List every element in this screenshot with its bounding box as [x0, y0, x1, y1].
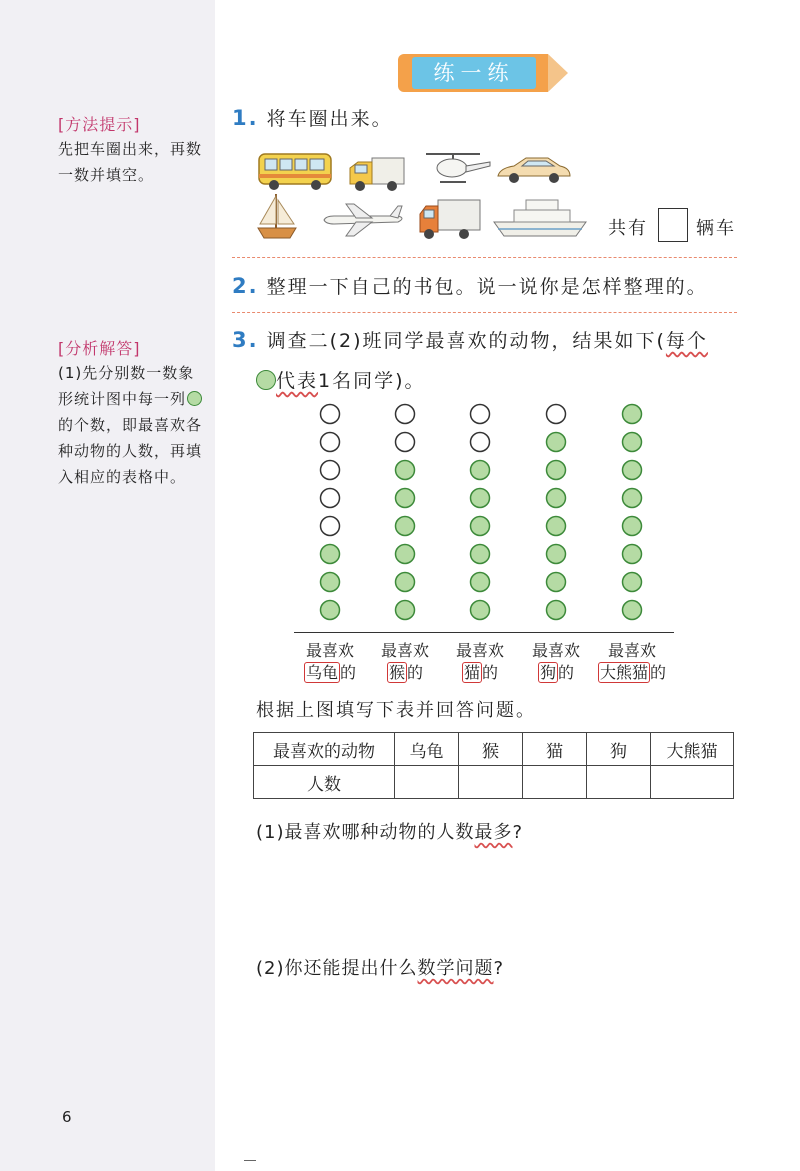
analysis-text-b: 的个数，即最喜欢各种动物的人数，再填入相应的表格中。: [58, 416, 203, 486]
filled-circle: [396, 545, 415, 564]
category-prefix: 最喜欢: [607, 641, 656, 660]
category-label: [290, 640, 370, 684]
table-header-cell: 大熊猫: [651, 733, 734, 766]
category-label: [440, 640, 520, 684]
divider: [244, 1160, 256, 1161]
category-name-line: [290, 662, 370, 684]
method-hint-heading: [方法提示]: [58, 115, 141, 134]
question-3: [232, 326, 708, 353]
filled-circle: [321, 601, 340, 620]
practice-banner: [398, 54, 570, 92]
helicopter-icon[interactable]: [418, 148, 494, 188]
filled-circle: [623, 405, 642, 424]
filled-circle: [623, 601, 642, 620]
category-name: 狗: [539, 663, 556, 682]
question-1: [232, 104, 393, 131]
category-name-line: [592, 662, 672, 684]
question-2-text: 整理一下自己的书包。说一说你是怎样整理的。: [266, 276, 708, 298]
category-suffix: 的: [340, 663, 357, 682]
answer-cell[interactable]: [395, 766, 459, 799]
filled-circle: [471, 461, 490, 480]
legend-line: [256, 366, 426, 393]
vehicle-count-input[interactable]: [658, 208, 688, 242]
analysis-text: [58, 360, 208, 490]
green-circle-icon: [256, 370, 276, 390]
filled-circle: [471, 545, 490, 564]
category-label: [365, 640, 445, 684]
sub-question-2-text: (2)你还能提出什么: [256, 958, 418, 979]
sub-question-2-mark: ?: [493, 958, 505, 979]
car-icon[interactable]: [494, 152, 574, 186]
filled-circle: [471, 489, 490, 508]
ship-icon[interactable]: [490, 194, 590, 242]
count-unit: 辆车: [696, 218, 736, 239]
filled-circle: [547, 517, 566, 536]
filled-circle: [471, 573, 490, 592]
filled-circle: [623, 461, 642, 480]
category-name: 猴: [388, 663, 405, 682]
table-instruction: 根据上图填写下表并回答问题。: [256, 700, 536, 721]
empty-circle: [471, 405, 490, 424]
filled-circle: [396, 601, 415, 620]
category-suffix: 的: [482, 663, 499, 682]
filled-circle: [321, 545, 340, 564]
filled-circle: [547, 489, 566, 508]
airplane-icon[interactable]: [318, 200, 408, 240]
empty-circle: [321, 461, 340, 480]
legend-text: 1名同学)。: [318, 370, 426, 392]
filled-circle: [321, 573, 340, 592]
table-header-cell: 猴: [459, 733, 523, 766]
filled-circle: [547, 461, 566, 480]
category-name-line: [365, 662, 445, 684]
empty-circle: [321, 517, 340, 536]
category-prefix: 最喜欢: [380, 641, 429, 660]
answer-cell[interactable]: [459, 766, 523, 799]
category-suffix: 的: [558, 663, 575, 682]
filled-circle: [547, 573, 566, 592]
filled-circle: [547, 601, 566, 620]
chart-axis: [294, 632, 674, 633]
sub-question-1-mark: ?: [512, 822, 524, 843]
divider: [232, 312, 737, 313]
sub-question-1: [256, 818, 523, 844]
lorry-icon[interactable]: [416, 196, 484, 242]
filled-circle: [396, 517, 415, 536]
empty-circle: [547, 405, 566, 424]
sub-question-2: [256, 954, 504, 980]
empty-circle: [321, 405, 340, 424]
filled-circle: [623, 489, 642, 508]
category-label: [516, 640, 596, 684]
category-name: 乌龟: [305, 663, 338, 682]
table-header-cell: 乌龟: [395, 733, 459, 766]
filled-circle: [396, 461, 415, 480]
question-1-text: 将车圈出来。: [266, 108, 393, 130]
category-name-line: [516, 662, 596, 684]
truck-icon[interactable]: [346, 154, 408, 194]
filled-circle: [623, 545, 642, 564]
empty-circle: [396, 433, 415, 452]
table-header-cell: 狗: [587, 733, 651, 766]
filled-circle: [623, 573, 642, 592]
category-name-line: [440, 662, 520, 684]
filled-circle: [547, 545, 566, 564]
sub-question-2-emphasis: 数学问题: [417, 958, 494, 979]
count-label: 共有: [608, 218, 648, 239]
question-2: [232, 272, 708, 299]
analysis-text-a: (1)先分别数一数象形统计图中每一列: [58, 364, 195, 408]
table-header-cell: 猫: [523, 733, 587, 766]
filled-circle: [623, 517, 642, 536]
table-row: [254, 766, 734, 799]
empty-circle: [321, 489, 340, 508]
category-prefix: 最喜欢: [305, 641, 354, 660]
answer-cell[interactable]: [523, 766, 587, 799]
legend-emphasis: 代表: [276, 370, 319, 392]
category-suffix: 的: [407, 663, 424, 682]
divider: [232, 257, 737, 258]
question-2-number: 2.: [232, 274, 259, 298]
empty-circle: [321, 433, 340, 452]
category-suffix: 的: [650, 663, 667, 682]
filled-circle: [396, 573, 415, 592]
category-name: 大熊猫: [599, 663, 648, 682]
sub-question-1-emphasis: 最多: [474, 822, 513, 843]
answer-cell[interactable]: [587, 766, 651, 799]
filled-circle: [471, 601, 490, 620]
empty-circle: [396, 405, 415, 424]
question-1-number: 1.: [232, 106, 259, 130]
table-row-label: 人数: [254, 766, 395, 799]
sidebar: [0, 0, 215, 1171]
empty-circle: [471, 433, 490, 452]
sub-question-1-text: (1)最喜欢哪种动物的人数: [256, 822, 475, 843]
filled-circle: [396, 489, 415, 508]
question-3-number: 3.: [232, 328, 259, 352]
filled-circle: [471, 517, 490, 536]
category-prefix: 最喜欢: [531, 641, 580, 660]
page-number: 6: [62, 1108, 72, 1126]
question-3-emphasis: 每个: [665, 330, 708, 352]
category-name: 猫: [463, 663, 480, 682]
question-3-text: 调查二(2)班同学最喜欢的动物，结果如下(: [266, 330, 666, 352]
category-prefix: 最喜欢: [455, 641, 504, 660]
table-header-row: [254, 733, 734, 766]
filled-circle: [547, 433, 566, 452]
answer-cell[interactable]: [651, 766, 734, 799]
answer-table: [253, 732, 734, 799]
method-hint-text: 先把车圈出来，再数一数并填空。: [58, 140, 203, 184]
bus-icon[interactable]: [256, 150, 334, 192]
green-circle-icon: [187, 391, 202, 406]
analysis-heading: [分析解答]: [58, 339, 141, 358]
table-header-label: 最喜欢的动物: [254, 733, 395, 766]
banner-title: 练一练: [433, 61, 515, 85]
filled-circle: [623, 433, 642, 452]
category-label: [592, 640, 672, 684]
sailboat-icon[interactable]: [254, 190, 300, 242]
